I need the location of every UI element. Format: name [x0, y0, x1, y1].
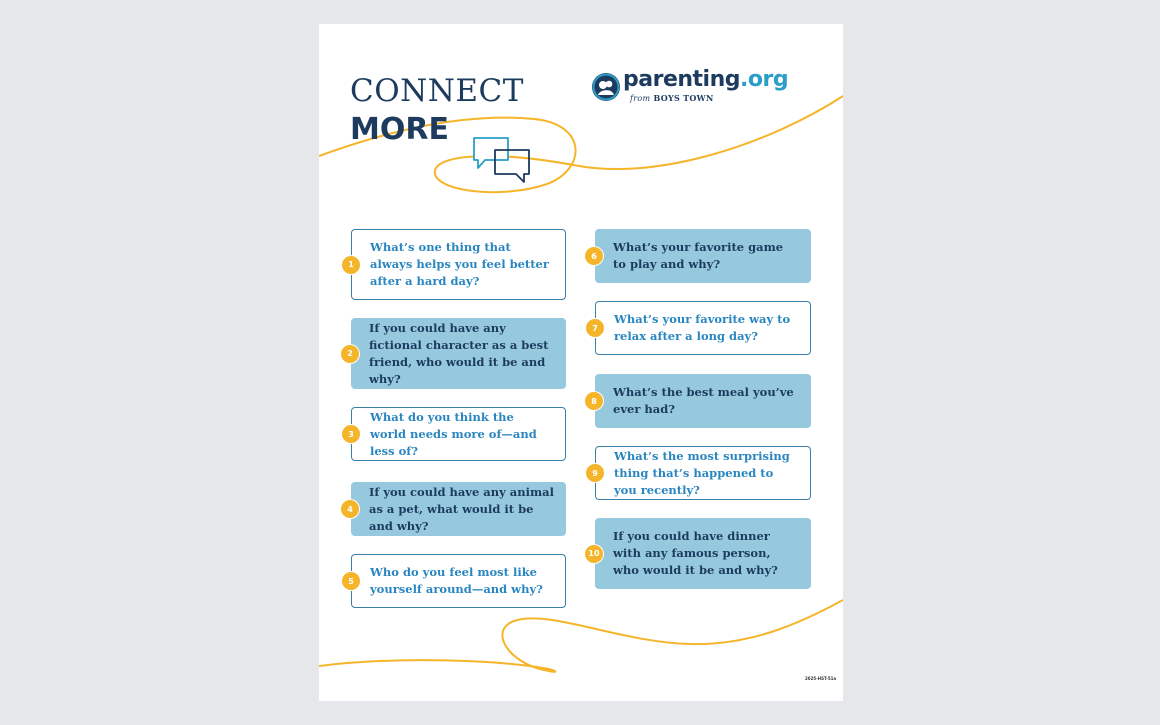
title-more: MORE: [350, 112, 449, 147]
question-number-badge: 10: [585, 545, 603, 563]
question-card-5: [348, 554, 566, 608]
question-card-7: [592, 301, 811, 355]
question-card-1: [348, 229, 566, 300]
logo-sub-prefix: from: [630, 94, 651, 103]
question-card-8: [591, 374, 811, 428]
question-number-badge: 7: [586, 319, 604, 337]
logo-sub-org: BOYS TOWN: [653, 93, 714, 103]
question-number-badge: 2: [341, 345, 359, 363]
question-text: If you could have any animal as a pet, what would it be and why?: [369, 484, 554, 533]
question-card-2: [347, 318, 566, 389]
question-text: Who do you feel most like yourself around—and why?: [370, 565, 543, 596]
question-text: What’s the best meal you’ve ever had?: [613, 385, 794, 416]
question-text: What’s your favorite way to relax after a long day?: [614, 312, 791, 343]
question-number-badge: 5: [342, 572, 360, 590]
question-number-badge: 1: [342, 256, 360, 274]
question-number-badge: 8: [585, 392, 603, 410]
question-text: If you could have dinner with any famous person, who would it be and why?: [613, 529, 778, 577]
worksheet-page: [319, 24, 843, 701]
question-card-4: [347, 482, 566, 536]
footer-code: 2025-HST-51a: [805, 676, 837, 681]
question-text: What’s your favorite game to play and why?: [613, 240, 784, 271]
logo-tld: .org: [740, 67, 789, 92]
question-number-badge: 4: [341, 500, 359, 518]
question-card-3: [348, 407, 566, 461]
question-text: What’s one thing that always helps you feel better after a hard day?: [370, 240, 549, 288]
logo-name: parenting: [623, 67, 740, 92]
question-text: What do you think the world needs more of—and less of?: [370, 409, 537, 458]
question-text: If you could have any fictional character as a best friend, who would it be and why?: [369, 320, 549, 386]
speech-bubbles-icon: [471, 136, 533, 184]
question-number-badge: 9: [586, 464, 604, 482]
parenting-org-logo[interactable]: [592, 67, 789, 108]
question-text: What’s the most surprising thing that’s happened to you recently?: [614, 448, 790, 497]
question-card-9: [592, 446, 811, 500]
question-card-10: [588, 518, 811, 589]
logo-subtitle: [630, 93, 714, 103]
question-number-badge: 6: [585, 247, 603, 265]
question-number-badge: 3: [342, 425, 360, 443]
question-card-6: [591, 229, 811, 283]
logo-wordmark: [623, 69, 788, 91]
parenting-org-logo-icon: [592, 73, 620, 101]
title-connect: CONNECT: [350, 73, 524, 109]
